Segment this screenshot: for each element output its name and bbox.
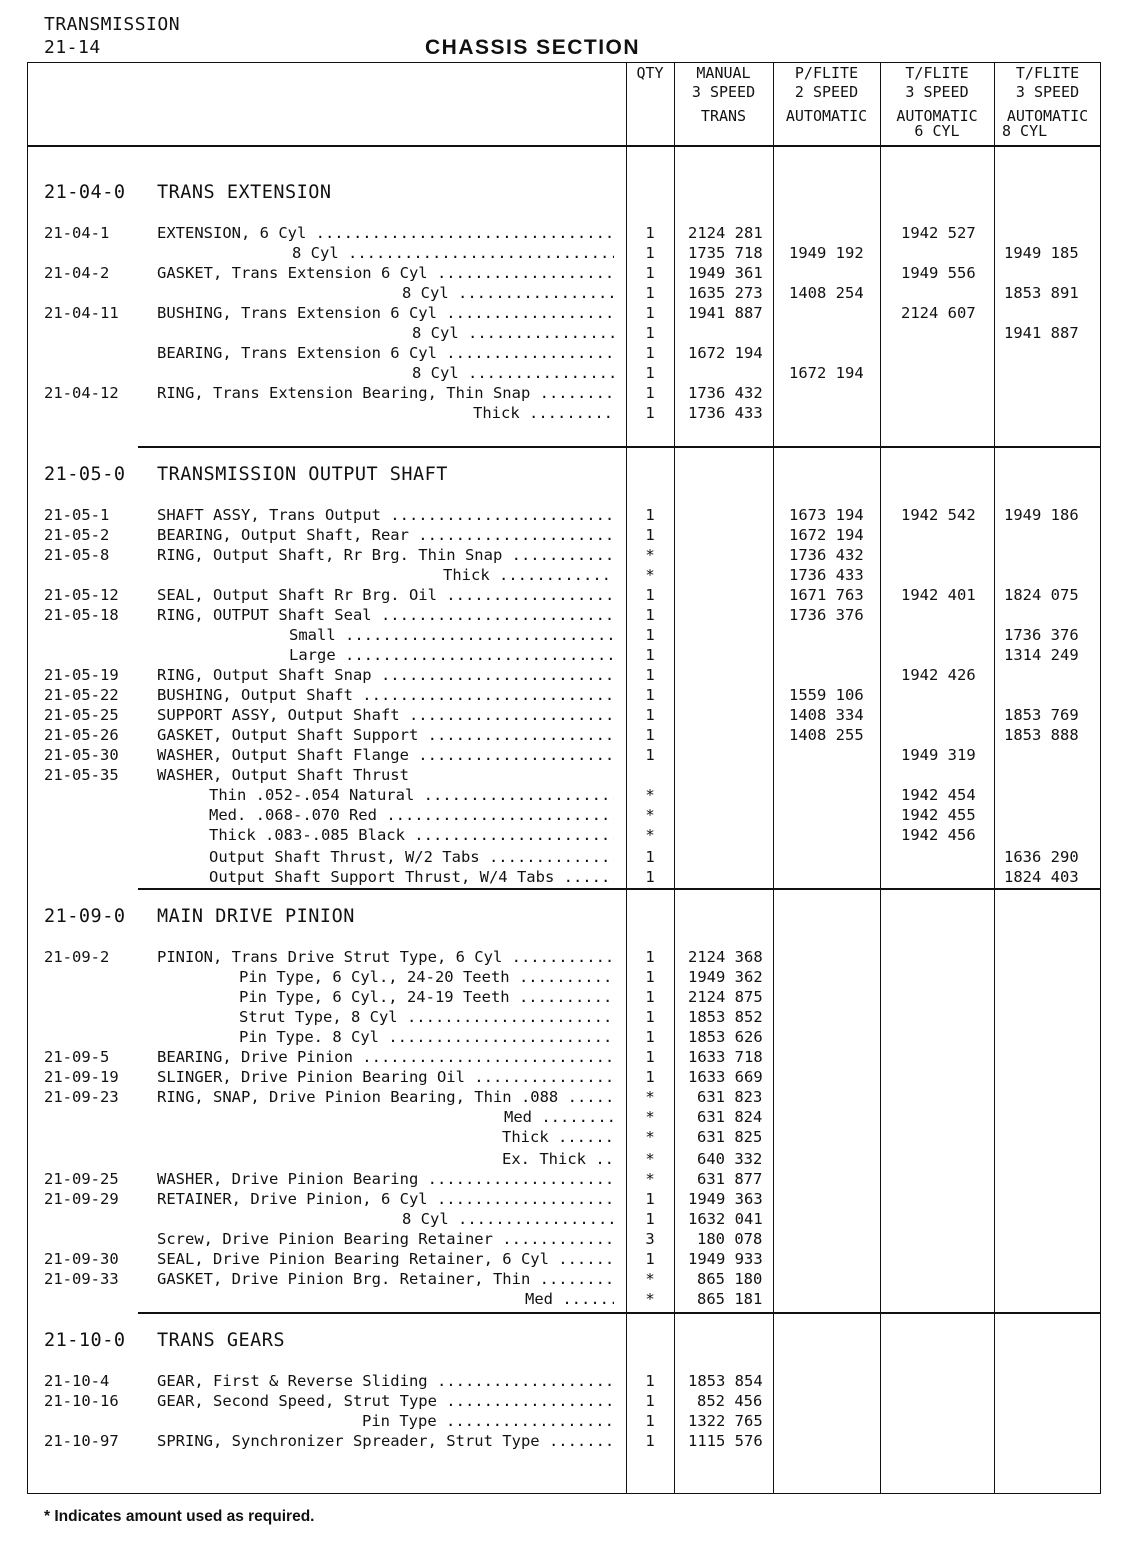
quantity: * bbox=[645, 806, 655, 824]
table-row bbox=[44, 324, 1094, 344]
pflite-2-speed-part: 1408 254 bbox=[789, 284, 864, 302]
table-row bbox=[44, 1392, 1094, 1412]
manual-3-speed-part: 640 332 bbox=[697, 1150, 763, 1168]
part-description: 8 Cyl ..... bbox=[292, 244, 614, 262]
part-number: 21-04-2 bbox=[44, 264, 110, 282]
part-number: 21-05-30 bbox=[44, 746, 119, 764]
quantity: 1 bbox=[645, 344, 655, 362]
part-number: 21-10-16 bbox=[44, 1392, 119, 1410]
manual-3-speed-part: 2124 281 bbox=[688, 224, 763, 242]
part-description: RING, Output Shaft, Rr Brg. Thin Snap ..... bbox=[157, 546, 614, 564]
page-title: CHASSIS SECTION bbox=[425, 36, 641, 59]
quantity: 1 bbox=[645, 364, 655, 382]
part-description: GASKET, Output Shaft Support ..... bbox=[157, 726, 614, 744]
part-description: Pin Type ..... bbox=[362, 1412, 614, 1430]
part-description: RING, OUTPUT Shaft Seal ..... bbox=[157, 606, 614, 624]
table-row bbox=[44, 1028, 1094, 1048]
tflite-6-cyl-part: 1942 455 bbox=[901, 806, 976, 824]
section-title: TRANS GEARS bbox=[157, 1330, 286, 1351]
quantity: 1 bbox=[645, 666, 655, 684]
manual-3-speed-part: 1949 363 bbox=[688, 1190, 763, 1208]
part-description: BEARING, Trans Extension 6 Cyl ..... bbox=[157, 344, 614, 362]
quantity: 1 bbox=[645, 686, 655, 704]
table-row bbox=[44, 868, 1094, 888]
table-row bbox=[44, 1432, 1094, 1452]
column-header-tflite-6cyl: T/FLITE 3 SPEED AUTOMATIC 6 CYL bbox=[896, 64, 978, 140]
table-row bbox=[44, 344, 1094, 364]
table-row bbox=[44, 1088, 1094, 1108]
part-number: 21-05-2 bbox=[44, 526, 110, 544]
table-row bbox=[44, 404, 1094, 424]
manual-3-speed-part: 1115 576 bbox=[688, 1432, 763, 1450]
pflite-2-speed-part: 1408 334 bbox=[789, 706, 864, 724]
section-rule bbox=[138, 446, 1101, 448]
quantity: 1 bbox=[645, 284, 655, 302]
part-description: Small ..... bbox=[289, 626, 614, 644]
part-description: Med ..... bbox=[525, 1290, 614, 1308]
section-number: 21-04-0 bbox=[44, 182, 126, 203]
manual-3-speed-part: 1735 718 bbox=[688, 244, 763, 262]
pflite-2-speed-part: 1408 255 bbox=[789, 726, 864, 744]
part-description: BUSHING, Trans Extension 6 Cyl ..... bbox=[157, 304, 614, 322]
manual-3-speed-part: 1736 433 bbox=[688, 404, 763, 422]
table-row bbox=[44, 686, 1094, 706]
part-description: WASHER, Output Shaft Flange ..... bbox=[157, 746, 614, 764]
quantity: 1 bbox=[645, 324, 655, 342]
part-description: WASHER, Output Shaft Thrust bbox=[157, 766, 409, 784]
pflite-2-speed-part: 1673 194 bbox=[789, 506, 864, 524]
manual-3-speed-part: 631 877 bbox=[697, 1170, 763, 1188]
manual-3-speed-part: 1633 718 bbox=[688, 1048, 763, 1066]
tflite-8-cyl-part: 1853 888 bbox=[1004, 726, 1079, 744]
table-row bbox=[44, 566, 1094, 586]
tflite-6-cyl-part: 1942 542 bbox=[901, 506, 976, 524]
part-description: GEAR, First & Reverse Sliding ..... bbox=[157, 1372, 614, 1390]
part-description: 8 Cyl ..... bbox=[402, 1210, 614, 1228]
quantity: 1 bbox=[645, 264, 655, 282]
quantity: * bbox=[645, 1088, 655, 1106]
section-name: TRANSMISSION bbox=[44, 14, 181, 35]
quantity: * bbox=[645, 826, 655, 844]
quantity: 1 bbox=[645, 1048, 655, 1066]
part-number: 21-09-33 bbox=[44, 1270, 119, 1288]
part-description: SEAL, Drive Pinion Bearing Retainer, 6 Cyl ..... bbox=[157, 1250, 614, 1268]
part-description: RING, Trans Extension Bearing, Thin Snap ..... bbox=[157, 384, 614, 402]
pflite-2-speed-part: 1559 106 bbox=[789, 686, 864, 704]
table-row bbox=[44, 1128, 1094, 1148]
table-row bbox=[44, 968, 1094, 988]
part-description: Thick ..... bbox=[473, 404, 614, 422]
quantity: 1 bbox=[645, 224, 655, 242]
manual-3-speed-part: 1853 626 bbox=[688, 1028, 763, 1046]
tflite-8-cyl-part: 1949 186 bbox=[1004, 506, 1079, 524]
tflite-6-cyl-part: 1942 527 bbox=[901, 224, 976, 242]
section-number: 21-05-0 bbox=[44, 464, 126, 485]
quantity: 1 bbox=[645, 1190, 655, 1208]
manual-3-speed-part: 1949 361 bbox=[688, 264, 763, 282]
table-row bbox=[44, 1270, 1094, 1290]
section-heading bbox=[44, 906, 604, 930]
manual-3-speed-part: 1633 669 bbox=[688, 1068, 763, 1086]
section-number: 21-09-0 bbox=[44, 906, 126, 927]
part-number: 21-05-1 bbox=[44, 506, 110, 524]
table-row bbox=[44, 1170, 1094, 1190]
part-description: 8 Cyl ..... bbox=[402, 284, 614, 302]
part-description: RING, SNAP, Drive Pinion Bearing, Thin .088 ..... bbox=[157, 1088, 614, 1106]
table-row bbox=[44, 1048, 1094, 1068]
part-number: 21-05-18 bbox=[44, 606, 119, 624]
manual-3-speed-part: 1853 852 bbox=[688, 1008, 763, 1026]
quantity: 1 bbox=[645, 1250, 655, 1268]
quantity: 3 bbox=[645, 1230, 655, 1248]
manual-3-speed-part: 1949 933 bbox=[688, 1250, 763, 1268]
quantity: 1 bbox=[645, 304, 655, 322]
manual-3-speed-part: 2124 875 bbox=[688, 988, 763, 1006]
manual-3-speed-part: 631 824 bbox=[697, 1108, 763, 1126]
part-description: SPRING, Synchronizer Spreader, Strut Type ..... bbox=[157, 1432, 614, 1450]
quantity: 1 bbox=[645, 1432, 655, 1450]
tflite-8-cyl-part: 1824 403 bbox=[1004, 868, 1079, 886]
section-number: 21-10-0 bbox=[44, 1330, 126, 1351]
part-description: 8 Cyl ..... bbox=[412, 364, 614, 382]
tflite-8-cyl-part: 1314 249 bbox=[1004, 646, 1079, 664]
section-title: MAIN DRIVE PINION bbox=[157, 906, 355, 927]
table-row bbox=[44, 546, 1094, 566]
footnote: * Indicates amount used as required. bbox=[44, 1508, 315, 1525]
quantity: * bbox=[645, 786, 655, 804]
table-row bbox=[44, 1150, 1094, 1170]
table-row bbox=[44, 506, 1094, 526]
manual-3-speed-part: 865 180 bbox=[697, 1270, 763, 1288]
part-number: 21-05-35 bbox=[44, 766, 119, 784]
part-number: 21-05-19 bbox=[44, 666, 119, 684]
part-description: GASKET, Trans Extension 6 Cyl ..... bbox=[157, 264, 614, 282]
part-description: Thin .052-.054 Natural ..... bbox=[209, 786, 614, 804]
quantity: * bbox=[645, 1270, 655, 1288]
pflite-2-speed-part: 1672 194 bbox=[789, 364, 864, 382]
part-number: 21-05-8 bbox=[44, 546, 110, 564]
manual-3-speed-part: 1635 273 bbox=[688, 284, 763, 302]
part-description: SLINGER, Drive Pinion Bearing Oil ..... bbox=[157, 1068, 614, 1086]
table-row bbox=[44, 264, 1094, 284]
section-rule bbox=[138, 1312, 1101, 1314]
quantity: 1 bbox=[645, 706, 655, 724]
quantity: * bbox=[645, 1170, 655, 1188]
quantity: 1 bbox=[645, 1372, 655, 1390]
part-description: Output Shaft Support Thrust, W/4 Tabs ..... bbox=[209, 868, 614, 886]
manual-3-speed-part: 631 825 bbox=[697, 1128, 763, 1146]
part-description: Med. .068-.070 Red ..... bbox=[209, 806, 614, 824]
manual-3-speed-part: 2124 368 bbox=[688, 948, 763, 966]
tflite-8-cyl-part: 1941 887 bbox=[1004, 324, 1079, 342]
quantity: 1 bbox=[645, 586, 655, 604]
column-header-pflite: P/FLITE 2 SPEED AUTOMATIC bbox=[785, 64, 868, 125]
part-description: Strut Type, 8 Cyl ..... bbox=[239, 1008, 614, 1026]
manual-3-speed-part: 1736 432 bbox=[688, 384, 763, 402]
part-description: PINION, Trans Drive Strut Type, 6 Cyl ..... bbox=[157, 948, 614, 966]
section-title: TRANS EXTENSION bbox=[157, 182, 332, 203]
table-row bbox=[44, 526, 1094, 546]
part-number: 21-09-2 bbox=[44, 948, 110, 966]
part-description: SEAL, Output Shaft Rr Brg. Oil ..... bbox=[157, 586, 614, 604]
part-number: 21-05-12 bbox=[44, 586, 119, 604]
tflite-6-cyl-part: 1942 454 bbox=[901, 786, 976, 804]
table-row bbox=[44, 948, 1094, 968]
quantity: 1 bbox=[645, 1028, 655, 1046]
part-number: 21-10-97 bbox=[44, 1432, 119, 1450]
part-number: 21-05-26 bbox=[44, 726, 119, 744]
quantity: 1 bbox=[645, 1392, 655, 1410]
part-number: 21-05-22 bbox=[44, 686, 119, 704]
quantity: 1 bbox=[645, 726, 655, 744]
quantity: 1 bbox=[645, 1008, 655, 1026]
quantity: 1 bbox=[645, 606, 655, 624]
pflite-2-speed-part: 1736 376 bbox=[789, 606, 864, 624]
part-number: 21-04-12 bbox=[44, 384, 119, 402]
pflite-2-speed-part: 1671 763 bbox=[789, 586, 864, 604]
quantity: 1 bbox=[645, 626, 655, 644]
quantity: * bbox=[645, 1108, 655, 1126]
section-rule bbox=[138, 888, 1101, 890]
manual-3-speed-part: 180 078 bbox=[697, 1230, 763, 1248]
part-number: 21-04-1 bbox=[44, 224, 110, 242]
part-description: RING, Output Shaft Snap ..... bbox=[157, 666, 614, 684]
table-row bbox=[44, 786, 1094, 806]
tflite-8-cyl-part: 1824 075 bbox=[1004, 586, 1079, 604]
quantity: * bbox=[645, 1128, 655, 1146]
tflite-8-cyl-part: 1853 891 bbox=[1004, 284, 1079, 302]
tflite-8-cyl-part: 1636 290 bbox=[1004, 848, 1079, 866]
quantity: 1 bbox=[645, 1210, 655, 1228]
quantity: 1 bbox=[645, 646, 655, 664]
part-description: Pin Type, 6 Cyl., 24-20 Teeth ..... bbox=[239, 968, 614, 986]
quantity: 1 bbox=[645, 1068, 655, 1086]
table-row bbox=[44, 1230, 1094, 1250]
quantity: 1 bbox=[645, 746, 655, 764]
part-description: BEARING, Drive Pinion ..... bbox=[157, 1048, 614, 1066]
table-row bbox=[44, 244, 1094, 264]
part-description: EXTENSION, 6 Cyl ..... bbox=[157, 224, 614, 242]
tflite-6-cyl-part: 2124 607 bbox=[901, 304, 976, 322]
part-description: Thick .083-.085 Black ..... bbox=[209, 826, 614, 844]
section-heading bbox=[44, 1330, 604, 1354]
tflite-6-cyl-part: 1942 456 bbox=[901, 826, 976, 844]
part-number: 21-09-29 bbox=[44, 1190, 119, 1208]
column-header-tflite-8cyl: T/FLITE 3 SPEED AUTOMATIC 8 CYL bbox=[1002, 64, 1089, 140]
table-row bbox=[44, 1210, 1094, 1230]
table-row bbox=[44, 848, 1094, 868]
pflite-2-speed-part: 1672 194 bbox=[789, 526, 864, 544]
table-row bbox=[44, 806, 1094, 826]
part-description: GEAR, Second Speed, Strut Type ..... bbox=[157, 1392, 614, 1410]
table-row bbox=[44, 606, 1094, 626]
header-rule bbox=[27, 145, 1101, 147]
quantity: 1 bbox=[645, 526, 655, 544]
manual-3-speed-part: 852 456 bbox=[697, 1392, 763, 1410]
part-description: SHAFT ASSY, Trans Output ..... bbox=[157, 506, 614, 524]
tflite-8-cyl-part: 1736 376 bbox=[1004, 626, 1079, 644]
table-row bbox=[44, 1008, 1094, 1028]
quantity: 1 bbox=[645, 848, 655, 866]
part-description: RETAINER, Drive Pinion, 6 Cyl ..... bbox=[157, 1190, 614, 1208]
table-row bbox=[44, 384, 1094, 404]
manual-3-speed-part: 1949 362 bbox=[688, 968, 763, 986]
quantity: 1 bbox=[645, 384, 655, 402]
section-heading bbox=[44, 182, 604, 206]
table-row bbox=[44, 364, 1094, 384]
tflite-6-cyl-part: 1942 401 bbox=[901, 586, 976, 604]
table-row bbox=[44, 304, 1094, 324]
tflite-6-cyl-part: 1949 556 bbox=[901, 264, 976, 282]
part-number: 21-09-25 bbox=[44, 1170, 119, 1188]
quantity: 1 bbox=[645, 968, 655, 986]
table-row bbox=[44, 1108, 1094, 1128]
part-description: Thick ..... bbox=[443, 566, 614, 584]
quantity: 1 bbox=[645, 948, 655, 966]
column-header-qty: QTY bbox=[636, 64, 664, 82]
part-description: BEARING, Output Shaft, Rear ..... bbox=[157, 526, 614, 544]
table-row bbox=[44, 706, 1094, 726]
table-row bbox=[44, 1412, 1094, 1432]
tflite-8-cyl-part: 1949 185 bbox=[1004, 244, 1079, 262]
part-description: Thick ..... bbox=[502, 1128, 614, 1146]
part-description: SUPPORT ASSY, Output Shaft ..... bbox=[157, 706, 614, 724]
quantity: 1 bbox=[645, 868, 655, 886]
part-description: BUSHING, Output Shaft ..... bbox=[157, 686, 614, 704]
part-description: Large ..... bbox=[289, 646, 614, 664]
part-description: Pin Type. 8 Cyl ..... bbox=[239, 1028, 614, 1046]
manual-3-speed-part: 631 823 bbox=[697, 1088, 763, 1106]
table-row bbox=[44, 988, 1094, 1008]
part-number: 21-09-5 bbox=[44, 1048, 110, 1066]
quantity: 1 bbox=[645, 506, 655, 524]
quantity: 1 bbox=[645, 404, 655, 422]
table-row bbox=[44, 284, 1094, 304]
pflite-2-speed-part: 1736 433 bbox=[789, 566, 864, 584]
table-row bbox=[44, 626, 1094, 646]
column-header-manual: MANUAL 3 SPEED TRANS bbox=[691, 64, 756, 125]
quantity: 1 bbox=[645, 988, 655, 1006]
table-row bbox=[44, 726, 1094, 746]
part-number: 21-04-11 bbox=[44, 304, 119, 322]
part-description: Ex. Thick ..... bbox=[502, 1150, 614, 1168]
pflite-2-speed-part: 1736 432 bbox=[789, 546, 864, 564]
table-row bbox=[44, 224, 1094, 244]
table-row bbox=[44, 1068, 1094, 1088]
tflite-6-cyl-part: 1942 426 bbox=[901, 666, 976, 684]
table-row bbox=[44, 826, 1094, 846]
manual-3-speed-part: 865 181 bbox=[697, 1290, 763, 1308]
tflite-8-cyl-part: 1853 769 bbox=[1004, 706, 1079, 724]
pflite-2-speed-part: 1949 192 bbox=[789, 244, 864, 262]
quantity: 1 bbox=[645, 1412, 655, 1430]
manual-3-speed-part: 1853 854 bbox=[688, 1372, 763, 1390]
table-row bbox=[44, 1290, 1094, 1310]
part-description: 8 Cyl ..... bbox=[412, 324, 614, 342]
quantity: * bbox=[645, 1150, 655, 1168]
part-number: 21-09-30 bbox=[44, 1250, 119, 1268]
table-row bbox=[44, 766, 1094, 786]
table-row bbox=[44, 666, 1094, 686]
part-description: GASKET, Drive Pinion Brg. Retainer, Thin ..... bbox=[157, 1270, 614, 1288]
table-row bbox=[44, 1372, 1094, 1392]
manual-3-speed-part: 1672 194 bbox=[688, 344, 763, 362]
part-description: Screw, Drive Pinion Bearing Retainer ..... bbox=[157, 1230, 614, 1248]
quantity: * bbox=[645, 546, 655, 564]
part-description: Pin Type, 6 Cyl., 24-19 Teeth ..... bbox=[239, 988, 614, 1006]
quantity: 1 bbox=[645, 244, 655, 262]
part-number: 21-05-25 bbox=[44, 706, 119, 724]
quantity: * bbox=[645, 1290, 655, 1308]
part-description: Med ..... bbox=[504, 1108, 614, 1126]
part-number: 21-09-19 bbox=[44, 1068, 119, 1086]
section-title: TRANSMISSION OUTPUT SHAFT bbox=[157, 464, 448, 485]
tflite-6-cyl-part: 1949 319 bbox=[901, 746, 976, 764]
part-number: 21-09-23 bbox=[44, 1088, 119, 1106]
manual-3-speed-part: 1941 887 bbox=[688, 304, 763, 322]
table-row bbox=[44, 586, 1094, 606]
table-row bbox=[44, 1190, 1094, 1210]
quantity: * bbox=[645, 566, 655, 584]
section-heading bbox=[44, 464, 604, 488]
page-number: 21-14 bbox=[44, 37, 101, 58]
manual-3-speed-part: 1632 041 bbox=[688, 1210, 763, 1228]
table-row bbox=[44, 746, 1094, 766]
part-description: WASHER, Drive Pinion Bearing ..... bbox=[157, 1170, 614, 1188]
table-row bbox=[44, 646, 1094, 666]
table-row bbox=[44, 1250, 1094, 1270]
part-number: 21-10-4 bbox=[44, 1372, 110, 1390]
part-description: Output Shaft Thrust, W/2 Tabs ..... bbox=[209, 848, 614, 866]
manual-3-speed-part: 1322 765 bbox=[688, 1412, 763, 1430]
